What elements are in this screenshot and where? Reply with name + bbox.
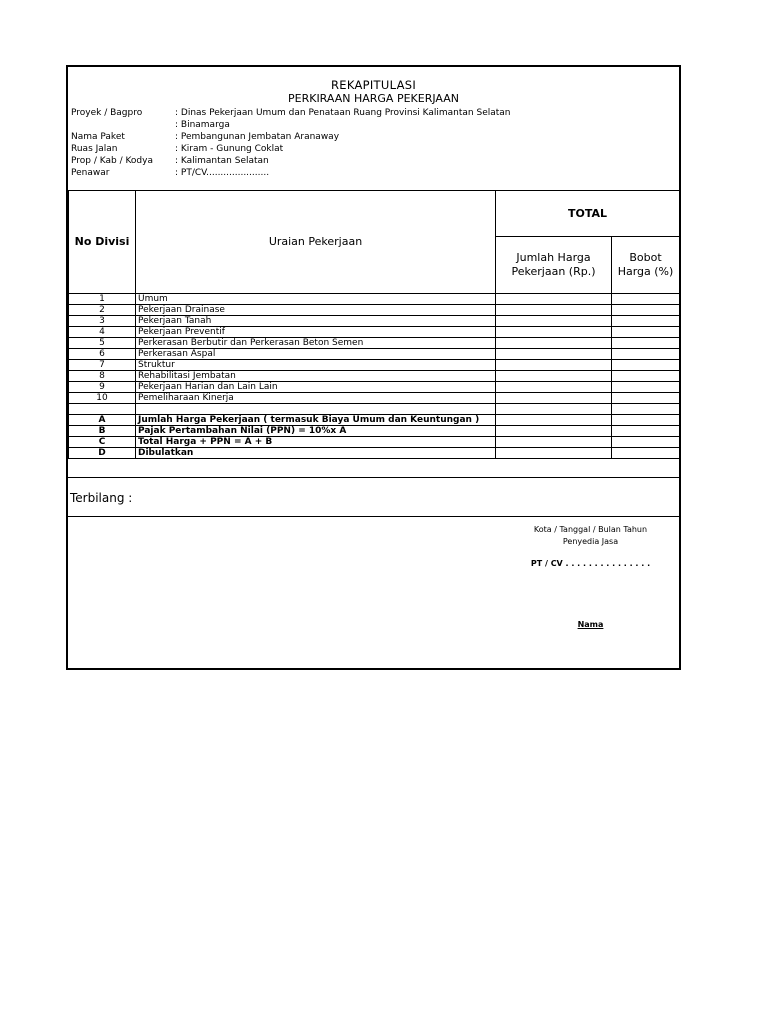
col-no-divisi: No Divisi	[69, 191, 136, 294]
info-value: : Binamarga	[175, 120, 230, 130]
row-amount-cell	[496, 316, 612, 327]
info-value: : Pembangunan Jembatan Aranaway	[175, 132, 340, 142]
info-row	[71, 119, 511, 131]
row-weight-cell	[612, 415, 680, 426]
row-description: Perkerasan Aspal	[136, 349, 496, 360]
row-weight-cell	[612, 305, 680, 316]
row-weight-cell	[612, 371, 680, 382]
col-bobot-harga: Bobot Harga (%)	[612, 237, 680, 294]
row-amount-cell	[496, 327, 612, 338]
row-amount-cell	[496, 305, 612, 316]
signature-place-date: Kota / Tanggal / Bulan Tahun	[533, 525, 648, 534]
row-number: 5	[69, 338, 136, 349]
info-row	[71, 155, 511, 167]
row-amount-cell	[496, 448, 612, 459]
info-row	[71, 131, 511, 143]
row-number: 7	[69, 360, 136, 371]
row-weight-cell	[612, 426, 680, 437]
row-description: Struktur	[136, 360, 496, 371]
signature-name: Nama	[577, 620, 604, 629]
row-weight-cell	[612, 437, 680, 448]
info-label: Penawar	[71, 168, 110, 178]
row-description: Pekerjaan Drainase	[136, 305, 496, 316]
row-number: D	[69, 448, 136, 459]
row-amount-cell	[496, 360, 612, 371]
row-description: Pekerjaan Preventif	[136, 327, 496, 338]
info-value: : Dinas Pekerjaan Umum dan Penataan Ruang Provinsi Kalimantan Selatan	[175, 108, 511, 118]
header-section	[68, 67, 679, 191]
recap-sheet	[66, 65, 681, 670]
row-amount-cell	[496, 404, 612, 415]
row-number: 10	[69, 393, 136, 404]
doc-title: REKAPITULASI	[330, 78, 417, 92]
row-weight-cell	[612, 404, 680, 415]
table-row	[69, 316, 680, 327]
signature-company: PT / CV . . . . . . . . . . . . . . .	[530, 559, 651, 568]
recap-table	[68, 190, 680, 459]
row-amount-cell	[496, 371, 612, 382]
terbilang-label: Terbilang :	[70, 491, 133, 505]
row-amount-cell	[496, 415, 612, 426]
summary-row	[69, 448, 680, 459]
col-total: TOTAL	[496, 191, 680, 237]
row-number: 8	[69, 371, 136, 382]
row-number: B	[69, 426, 136, 437]
row-number: 3	[69, 316, 136, 327]
row-amount-cell	[496, 294, 612, 305]
row-weight-cell	[612, 327, 680, 338]
row-description: Dibulatkan	[136, 448, 496, 459]
signature-provider: Penyedia Jasa	[562, 537, 619, 546]
table-row	[69, 360, 680, 371]
row-weight-cell	[612, 338, 680, 349]
separator-row	[69, 404, 680, 415]
row-weight-cell	[612, 316, 680, 327]
table-row	[69, 393, 680, 404]
row-description: Pekerjaan Tanah	[136, 316, 496, 327]
summary-row	[69, 426, 680, 437]
row-weight-cell	[612, 382, 680, 393]
table-row	[69, 382, 680, 393]
row-number: C	[69, 437, 136, 448]
row-number: 1	[69, 294, 136, 305]
info-value: : Kalimantan Selatan	[175, 156, 269, 166]
row-weight-cell	[612, 448, 680, 459]
doc-subtitle: PERKIRAAN HARGA PEKERJAAN	[288, 92, 459, 105]
table-row	[69, 338, 680, 349]
table-row	[69, 294, 680, 305]
info-label: Proyek / Bagpro	[71, 108, 143, 118]
col-jumlah-harga: Jumlah Harga Pekerjaan (Rp.)	[496, 237, 612, 294]
info-label: Nama Paket	[71, 132, 125, 142]
row-description: Perkerasan Berbutir dan Perkerasan Beton Semen	[136, 338, 496, 349]
info-row	[71, 167, 511, 179]
info-label: Ruas Jalan	[71, 144, 118, 154]
table-row	[69, 327, 680, 338]
row-description: Pemeliharaan Kinerja	[136, 393, 496, 404]
row-description: Total Harga + PPN = A + B	[136, 437, 496, 448]
row-description: Umum	[136, 294, 496, 305]
col-uraian: Uraian Pekerjaan	[136, 191, 496, 294]
row-amount-cell	[496, 382, 612, 393]
row-number: 6	[69, 349, 136, 360]
row-weight-cell	[612, 360, 680, 371]
row-description: Rehabilitasi Jembatan	[136, 371, 496, 382]
row-weight-cell	[612, 349, 680, 360]
summary-row	[69, 415, 680, 426]
table-row	[69, 371, 680, 382]
info-row	[71, 107, 511, 119]
row-number: 9	[69, 382, 136, 393]
table-row	[69, 349, 680, 360]
row-description	[136, 404, 496, 415]
row-number	[69, 404, 136, 415]
row-amount-cell	[496, 349, 612, 360]
row-amount-cell	[496, 338, 612, 349]
row-amount-cell	[496, 393, 612, 404]
terbilang-section	[68, 477, 679, 517]
row-amount-cell	[496, 437, 612, 448]
row-description: Pekerjaan Harian dan Lain Lain	[136, 382, 496, 393]
info-label	[71, 119, 175, 131]
row-number: A	[69, 415, 136, 426]
row-amount-cell	[496, 426, 612, 437]
project-info	[71, 107, 511, 179]
info-row	[71, 143, 511, 155]
row-description: Pajak Pertambahan Nilai (PPN) = 10%x A	[136, 426, 496, 437]
row-number: 4	[69, 327, 136, 338]
summary-row	[69, 437, 680, 448]
info-label: Prop / Kab / Kodya	[71, 156, 153, 166]
row-number: 2	[69, 305, 136, 316]
row-weight-cell	[612, 393, 680, 404]
row-description: Jumlah Harga Pekerjaan ( termasuk Biaya Umum dan Keuntungan )	[136, 415, 496, 426]
row-weight-cell	[612, 294, 680, 305]
info-value: : PT/CV......................	[175, 168, 270, 178]
info-value: : Kiram - Gunung Coklat	[175, 144, 284, 154]
table-row	[69, 305, 680, 316]
